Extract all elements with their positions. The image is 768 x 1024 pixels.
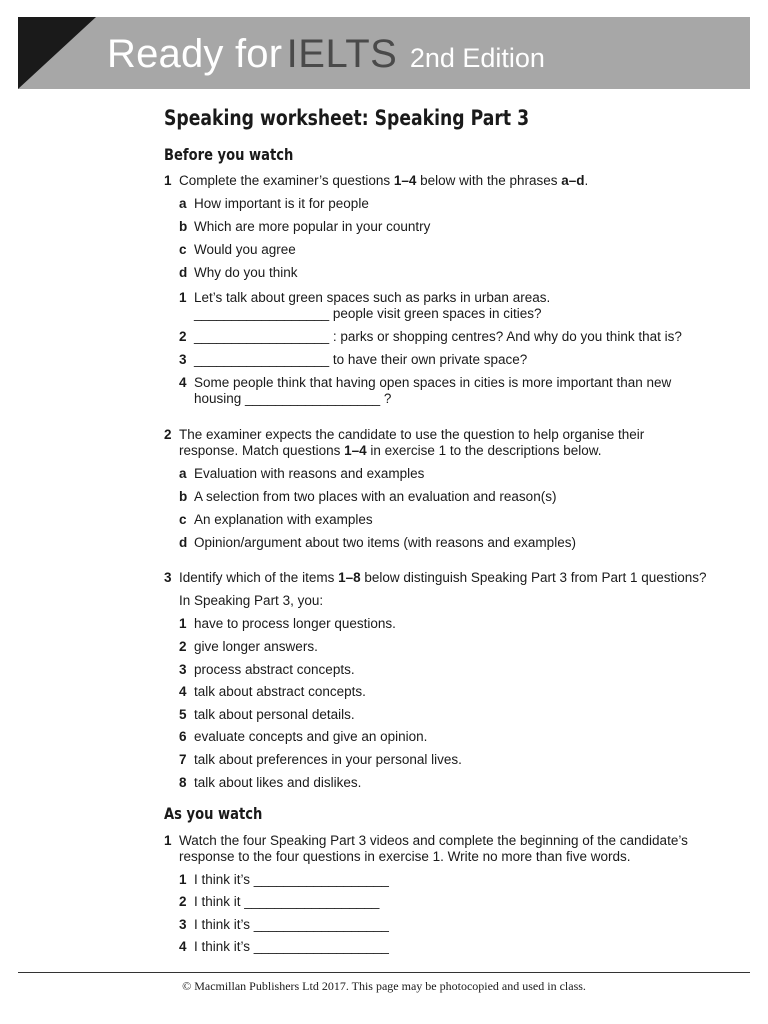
item-text: talk about preferences in your personal lives.	[194, 752, 462, 767]
phrase-letter: a	[179, 196, 187, 211]
description-text: An explanation with examples	[194, 512, 373, 527]
item-text: process abstract concepts.	[194, 662, 355, 677]
instruction-bold: 1–4	[393, 173, 417, 188]
page-title: Speaking worksheet: Speaking Part 3	[164, 106, 530, 130]
footer-copyright: © Macmillan Publishers Ltd 2017. This page may be photocopied and used in class.	[182, 979, 586, 993]
question-number: 2	[179, 329, 187, 344]
exercise-1-number: 1	[164, 173, 172, 188]
question-text: __________________ to have their own private space?	[194, 352, 528, 367]
item-text: evaluate concepts and give an opinion.	[194, 729, 428, 744]
phrase-letter: d	[179, 265, 188, 280]
item-number: 7	[179, 752, 187, 767]
section-before-you-watch: Before you watch	[164, 145, 294, 164]
item-number: 8	[179, 775, 187, 790]
answer-text: I think it __________________	[194, 894, 380, 909]
instruction-bold: 1–8	[338, 570, 361, 585]
question-number: 3	[179, 352, 187, 367]
instruction-text: response. Match questions	[179, 443, 345, 458]
answer-number: 1	[179, 872, 187, 887]
phrase-letter: b	[179, 219, 188, 234]
brand-ielts-text: IELTS	[286, 32, 398, 76]
item-number: 3	[179, 662, 187, 677]
brand-edition-text: 2nd Edition	[409, 43, 545, 73]
item-text: talk about abstract concepts.	[194, 684, 366, 699]
answer-text: I think it’s __________________	[194, 917, 389, 932]
exercise-4-instruction: response to the four questions in exercise 1. Write no more than five words.	[179, 849, 631, 864]
instruction-text: Identify which of the items	[179, 570, 339, 585]
question-text: Some people think that having open spaces in cities is more important than new	[194, 375, 672, 390]
corner-triangle	[18, 17, 96, 89]
question-number: 4	[179, 375, 187, 390]
question-text: housing __________________ ?	[194, 391, 392, 406]
instruction-text: in exercise 1 to the descriptions below.	[366, 443, 602, 458]
item-number: 6	[179, 729, 187, 744]
phrase-text: Which are more popular in your country	[194, 219, 431, 234]
question-number: 1	[179, 290, 187, 305]
phrase-text: Why do you think	[194, 265, 298, 280]
instruction-bold: 1–4	[344, 443, 367, 458]
instruction-text: .	[584, 173, 589, 188]
description-text: Opinion/argument about two items (with reasons and examples)	[194, 535, 576, 550]
instruction-text: below distinguish Speaking Part 3 from Part 1 questions?	[360, 570, 707, 585]
exercise-4-number: 1	[164, 833, 172, 848]
description-text: Evaluation with reasons and examples	[194, 466, 425, 481]
instruction-bold: a–d	[561, 173, 585, 188]
question-text: __________________ people visit green spaces in cities?	[194, 306, 542, 321]
item-text: talk about likes and dislikes.	[194, 775, 362, 790]
item-number: 5	[179, 707, 187, 722]
answer-text: I think it’s __________________	[194, 872, 389, 887]
question-text: Let’s talk about green spaces such as parks in urban areas.	[194, 290, 551, 305]
instruction-text: Complete the examiner’s questions	[179, 173, 394, 188]
phrase-letter: c	[179, 242, 187, 257]
item-number: 4	[179, 684, 187, 699]
instruction-text: below with the phrases	[416, 173, 562, 188]
description-letter: c	[179, 512, 187, 527]
exercise-4-instruction: Watch the four Speaking Part 3 videos and complete the beginning of the candidate’s	[179, 833, 688, 848]
brand-main-text: Ready for	[107, 32, 283, 76]
phrase-text: Would you agree	[194, 242, 296, 257]
description-letter: d	[179, 535, 188, 550]
exercise-3-number: 3	[164, 570, 172, 585]
exercise-3-instruction	[179, 570, 707, 586]
item-text: give longer answers.	[194, 639, 318, 654]
description-letter: a	[179, 466, 187, 481]
exercise-2-instruction: The examiner expects the candidate to use the question to help organise their	[179, 427, 645, 442]
item-number: 1	[179, 616, 187, 631]
answer-number: 3	[179, 917, 187, 932]
item-text: talk about personal details.	[194, 707, 355, 722]
section-as-you-watch: As you watch	[164, 804, 263, 823]
footer-divider	[18, 972, 750, 973]
question-text: __________________ : parks or shopping centres? And why do you think that is?	[194, 329, 682, 344]
exercise-3-subinstruction: In Speaking Part 3, you:	[179, 593, 324, 608]
exercise-2-number: 2	[164, 427, 172, 442]
exercise-2-instruction	[179, 443, 602, 459]
exercise-1-instruction	[179, 173, 588, 189]
description-letter: b	[179, 489, 188, 504]
phrase-text: How important is it for people	[194, 196, 369, 211]
answer-number: 4	[179, 939, 187, 954]
item-number: 2	[179, 639, 187, 654]
header-banner	[18, 17, 750, 89]
description-text: A selection from two places with an evaluation and reason(s)	[194, 489, 557, 504]
answer-number: 2	[179, 894, 187, 909]
answer-text: I think it’s __________________	[194, 939, 389, 954]
item-text: have to process longer questions.	[194, 616, 396, 631]
brand-logo	[107, 34, 545, 74]
